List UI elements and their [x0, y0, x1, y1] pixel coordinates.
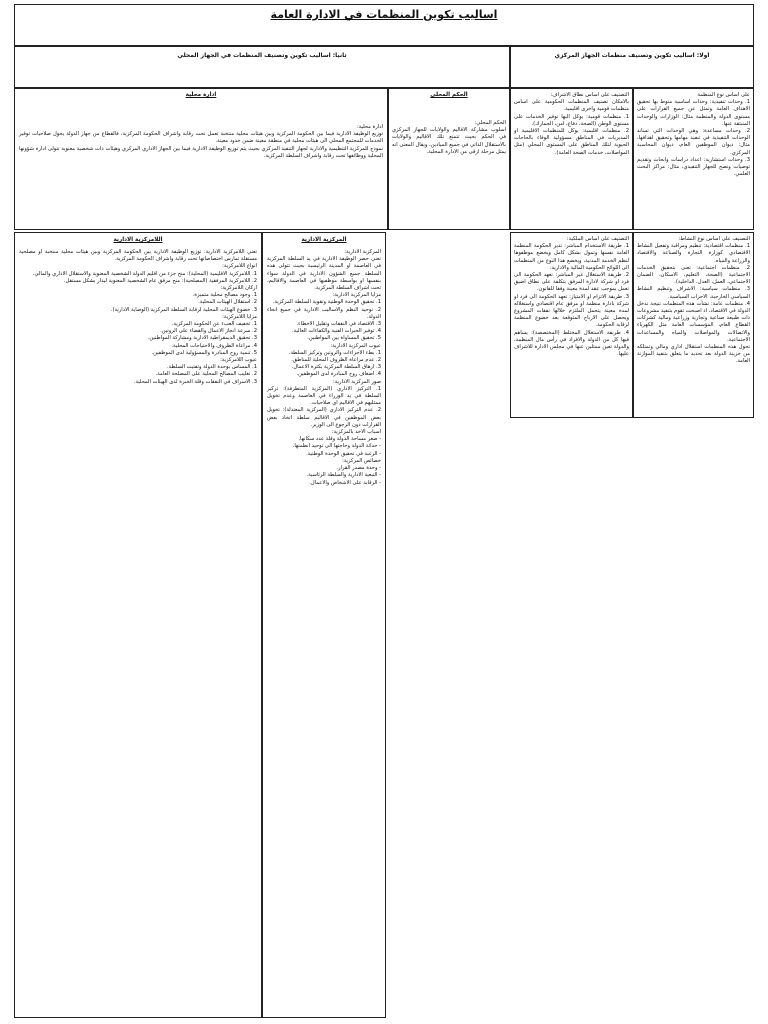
decentral-text: تعني اللامركزية الادارية: توزيع الوظيفة الادارية بين الحكومة المركزية وبين هيئات محلية منتخبة او مصلحية مستقلة تمارس اختصاصاتها تحت رقابة واشراف الحكومة المركزية. انواع اللامركزية: 1. اللامركزية الاقليمية (المحلية): منح جزء من اقليم الدولة الشخصية المعنوية والاستقلال الاداري والمالي. 2. اللامركزية المرفقية (المصلحية): منح مرفق عام الشخصية المعنوية ليدار بشكل مستقل. اركان اللامركزية: 1. وجود مصالح محلية متميزة. 2. استقلال الهيئات المحلية. 3. خضوع الهيئات المحلية لرقابة السلطة المركزية (الوصاية الادارية). مزايا اللامركزية: 1. تخفيف العبء عن الحكومة المركزية. 2. سرعة انجاز الاعمال والقضاء على الروتين. 3. تحقيق الديمقراطية الادارية ومشاركة المواطنين. 4. مراعاة الظروف والاحتياجات المحلية. 5. تنمية روح المبادرة والمسؤولية لدى الموظفين. عيوب اللامركزية: 1. المساس بوحدة الدولة وتفتيت السلطة. 2. تغليب المصالح المحلية على المصلحة العامة. 3. الاسراف في النفقات وقلة الخبرة لدى الهيئات المحلية. — [19, 249, 257, 385]
block-function-type: التصنيف على اساس نوع النشاط: 1. منظمات اقتصادية: تنظيم ومراقبة وتفعيل النشاط الاقتصادي كوزارة التجارة والصناعة والاقتصاد والزراعة والمياه. 2. منظمات اجتماعية: تعنى بتحقيق الخدمات الاجتماعية (الصحة، التعليم، الاسكان، الضمان الاجتماعي، العمل، العدل، الداخلية). 3. منظمات سياسية: الاشراف وتنظيم النشاط السياسي الخارجية، الاحزاب السياسية. 4. منظمات عامة: نشأت هذه المنظمات نتيجة تدخل الدولة في الاقتصاد، اذ اصبحت تقوم بتنفيذ مشروعات ذات طبيعة صناعية وتجارية وزراعية ومالية كشركات القطاع العام، المؤسسات العامة مثل الكهرباء والاتصالات والمواصلات والمياه والمساعدات الاجتماعية. تحول هذه المنظمات استقلال اداري ومالي وتمتلكه من خزينة الدولة بعد تحديد ما يتعلق بتنفيذ الموازنة العامة. — [633, 232, 754, 418]
section-header-local: ثانيا: اساليب تكوين وتصنيف المنظمات في الجهاز المحلي — [14, 46, 510, 88]
central-admin-column — [262, 232, 386, 1018]
section-header-central: اولا: اساليب تكوين وتصنيف منظمات الجهاز المركزي — [510, 46, 754, 88]
admin-local-title: ادارة محلية — [185, 92, 217, 98]
title-frame — [14, 4, 754, 46]
local-gov-text: الحكم المحلي: اسلوب مشاركة الاقاليم والولايات للجهاز المركزي في الحكم بحيث تتمتع تلك الاقاليم والولايات بالاستقلال الذاتي في جميع الميادين، ويقال المعنى انه يمثل مرحلة ارقى من الادارة المحلية. — [392, 120, 506, 155]
decentral-column — [14, 232, 262, 1018]
decentral-title: اللامركزية الادارية — [113, 237, 163, 243]
block-ownership: التصنيف على اساس الملكية: 1. طريقة الاستخدام المباشر: تدير الحكومة المنظمة العامة نفسها وتمول بشكل كامل ويخضع موظفوها لنظم الخدمة المدنية، ويخضع هذا النوع من المنظمات الى اللوائح الحكومية المالية والادارية. 2. طريقة الاستغلال غير المباشر: تعهد الحكومة الى فرد او شركة لادارة المرفق بتكلفة على نطاق اضيق تعمل بموجب عقد لمدة معينة وفقا للقانون. 3. طريقة الاتزام او الامتياز: تعهد الحكومة الى فرد او شركة بادارة منظمة او مرفق عام اقتصادي واستغلاله لمدة معينة يتحمل الملتزم خلالها نفقات المشروع ويحصل على الارباح المتوقعة بعد خضوع المنظمة لرقابة الحكومة. 4. طريقة الاستغلال المختلط (المختصصة): يساهم فيها كل من الدولة والافراد في رأس مال المنظمة، والدولة تعين ممثلين عنها في مجلس الادارة للاشراف عليها. — [510, 232, 633, 418]
central-admin-text: المركزية الادارية: تعني حصر الوظيفة الادارية في يد السلطة المركزية في العاصمة او المدينة الرئيسية بحيث تتولى هذه السلطة جميع الشؤون الادارية في الدولة سواء بنفسها او بواسطة موظفيها في العاصمة والاقاليم، تحت اشراف السلطة المركزية. مزايا المركزية الادارية: 1. تحقيق الوحدة الوطنية وتقوية السلطة المركزية. 2. توحيد النظم والاساليب الادارية في جميع انحاء الدولة. 3. الاقتصاد في النفقات وتقليل الاخطاء. 4. توفير الخبرات الفنية والكفاءات العالية. 5. تحقيق المساواة بين المواطنين. عيوب المركزية الادارية: 1. بطء الاجراءات والروتين وتركيز السلطة. 2. عدم مراعاة الظروف المحلية للمناطق. 3. ارهاق السلطة المركزية بكثرة الاعمال. 4. اضعاف روح المبادرة لدى الموظفين. صور المركزية الادارية: 1. التركيز الاداري (المركزية المتطرفة): تركيز السلطة في يد الوزراء في العاصمة وعدم تخويل ممثليهم في الاقاليم اي صلاحيات. 2. عدم التركيز الاداري (المركزية المعتدلة): تخويل بعض الموظفين في الاقاليم سلطة اتخاذ بعض القرارات دون الرجوع الى الوزير. اسباب الاخذ بالمركزية: - صغر مساحة الدولة وقلة عدد سكانها. - حداثة الدولة وحاجتها الى توحيد انظمتها. - الرغبة في تحقيق الوحدة الوطنية. خصائص المركزية: - وحدة مصدر القرار. - التبعية الادارية والسلطة الرئاسية. - الرقابة على الاشخاص والاعمال. — [267, 249, 381, 486]
local-gov-box — [388, 88, 510, 230]
page-title: اساليب تكوين المنظمات في الادارة العامة — [270, 8, 498, 21]
central-admin-title: المركزية الادارية — [301, 237, 347, 243]
block-activity-type: على اساس نوع المنظمة 1. وحدات تنفيذية: وحدات اساسية منوط بها تحقيق الاهداف العامة وتمثل عن جميع القرارات على مستوى الدولة والمنظمة مثال: الوزارات والوحدات المنبثقة عنها. 2. وحدات مساعدة: وهي الوحدات التي تساند الوحدات التنفيذية في تنفيذ مهامها وتحقيق اهدافها، مثال: ديوان الموظفين العام، ديوان المحاسبة المركزي. 3. وحدات استشارية: اعداد دراسات وابحاث وتقديم توصيات ونصح للجهاز التنفيذي، مثال: مراكز البحث العلمي. — [633, 88, 754, 230]
admin-local-box — [14, 88, 388, 230]
local-gov-title: الحكم المحلي — [430, 92, 468, 98]
admin-local-text: ادارة محلية: توزيع الوظيفة الادارية فيما بين الحكومة المركزية وبين هيئات محلية منتخبة تعمل تحت رقابة واشراف الحكومة المركزية، فالقطاع من جهاز الدولة يحول صلاحيات توفير الخدمات للمجتمع المحلي الى هيئات محلية في منطقة معينة ضمن حدود معينة. نموذج للمركزية التنظيمية والادارية لجهاز التنفيذ المركزي بحيث يتم توزيع الوظيفة الادارية فيما بين الجهاز الاداري المركزي وهيئات ذات شخصية معنوية تتولى ادارة شؤونها المحلية ووظائفها تحت رقابة واشراف السلطة المركزية. — [19, 124, 383, 159]
block-scope: التصنيف على اساس نطاق الاشراف: بالامكان تصنيف المنظمات الحكومية على اساس منظمات قومية واخرى اقليمية. 1. منظمات قومية: يوكل اليها توفير الخدمات على مستوى الوطن (الصحة، دفاع، امن، الجمارك). 2. منظمات اقليمية: يوكل للمنظمات الاقليمية او المديريات في المناطق مسؤولية الوفاء بالحاجات الحيوية لتلك المناطق على المستوى المحلي (مثل المواصلات، خدمات الصحة العامة). — [510, 88, 633, 230]
